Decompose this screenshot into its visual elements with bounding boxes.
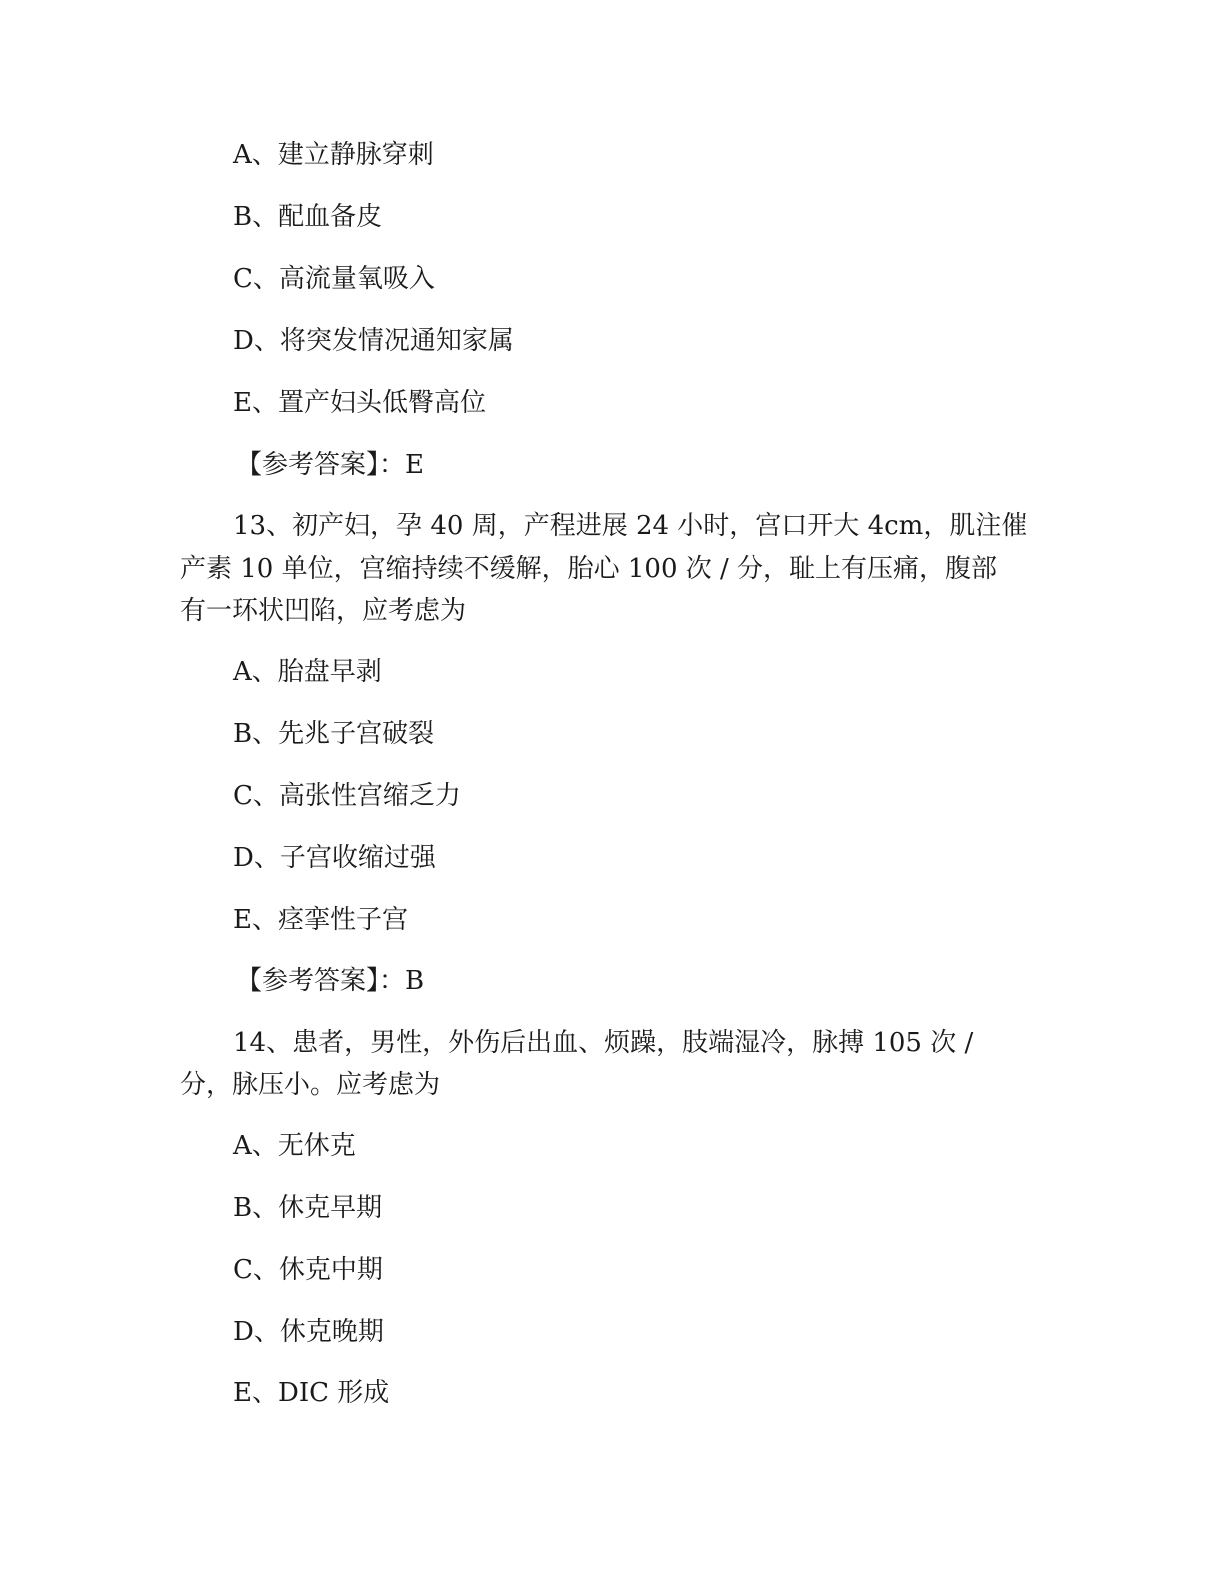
option-d: D、将突发情况通知家属 [233,326,514,356]
option-a: A、无休克 [233,1131,356,1161]
option-b: B、休克早期 [233,1193,383,1223]
reference-answer: 【参考答案】：E [236,450,424,480]
option-a: A、胎盘早剥 [233,657,382,687]
option-c: C、高张性宫缩乏力 [233,781,461,811]
option-c: C、休克中期 [233,1255,383,1285]
option-b: B、配血备皮 [233,202,383,232]
option-a: A、建立静脉穿刺 [233,140,434,170]
question-13-line-3: 有一环状凹陷，应考虑为 [180,596,467,626]
option-e: E、痉挛性子宫 [233,905,408,935]
option-d: D、休克晚期 [233,1317,384,1347]
question-14-line-2: 分，脉压小。应考虑为 [180,1070,441,1100]
option-c: C、高流量氧吸入 [233,264,435,294]
option-d: D、子宫收缩过强 [233,843,436,873]
question-13-line-2: 产素 10 单位，宫缩持续不缓解，胎心 100 次 / 分，耻上有压痛，腹部 [180,554,998,584]
question-14-line-1: 14、患者，男性，外伤后出血、烦躁，肢端湿冷，脉搏 105 次 / [233,1028,974,1058]
reference-answer: 【参考答案】：B [236,966,425,996]
option-e: E、置产妇头低臀高位 [233,388,486,418]
option-e: E、DIC 形成 [233,1378,390,1408]
option-b: B、先兆子宫破裂 [233,719,435,749]
question-13-line-1: 13、初产妇，孕 40 周，产程进展 24 小时，宫口开大 4cm，肌注催 [233,511,1028,541]
